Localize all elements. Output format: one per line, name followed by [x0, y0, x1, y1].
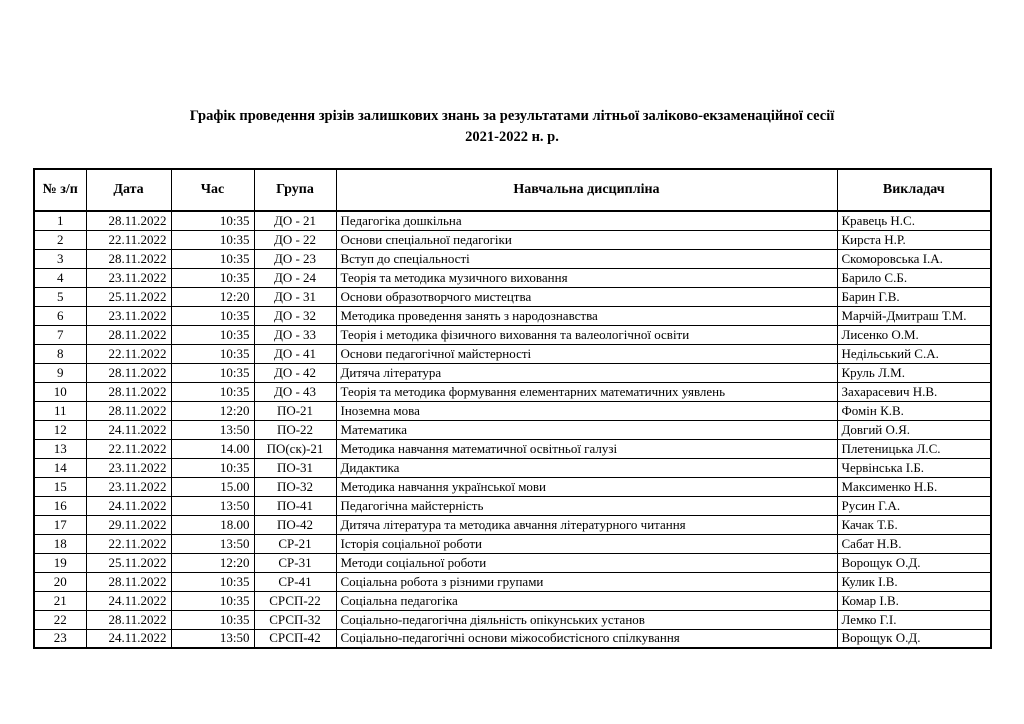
table-row: [34, 553, 991, 572]
cell-teacher: Качак Т.Б.: [837, 515, 991, 534]
table-row: [34, 420, 991, 439]
cell-time: 10:35: [171, 572, 254, 591]
cell-date: 22.11.2022: [86, 230, 171, 249]
cell-group: ПО-22: [254, 420, 336, 439]
cell-group: СР-31: [254, 553, 336, 572]
table-row: [34, 249, 991, 268]
table-body: [34, 211, 991, 648]
cell-number: 19: [34, 553, 86, 572]
cell-date: 23.11.2022: [86, 477, 171, 496]
table-row: [34, 306, 991, 325]
cell-group: СР-41: [254, 572, 336, 591]
cell-number: 1: [34, 211, 86, 230]
cell-discipline: Іноземна мова: [336, 401, 837, 420]
cell-number: 18: [34, 534, 86, 553]
table-row: [34, 572, 991, 591]
cell-time: 15.00: [171, 477, 254, 496]
cell-teacher: Барин Г.В.: [837, 287, 991, 306]
cell-teacher: Марчій-Дмитраш Т.М.: [837, 306, 991, 325]
cell-time: 12:20: [171, 553, 254, 572]
cell-group: СРСП-32: [254, 610, 336, 629]
cell-number: 8: [34, 344, 86, 363]
cell-discipline: Основи педагогічної майстерності: [336, 344, 837, 363]
cell-number: 15: [34, 477, 86, 496]
table-row: [34, 401, 991, 420]
cell-group: ПО-31: [254, 458, 336, 477]
cell-time: 10:35: [171, 268, 254, 287]
cell-date: 24.11.2022: [86, 420, 171, 439]
column-header-group: Група: [254, 169, 336, 211]
cell-teacher: Лисенко О.М.: [837, 325, 991, 344]
cell-time: 10:35: [171, 591, 254, 610]
cell-time: 13:50: [171, 496, 254, 515]
cell-teacher: Сабат Н.В.: [837, 534, 991, 553]
cell-group: ДО - 22: [254, 230, 336, 249]
cell-teacher: Комар І.В.: [837, 591, 991, 610]
cell-teacher: Ворощук О.Д.: [837, 629, 991, 648]
cell-group: ДО - 31: [254, 287, 336, 306]
cell-group: ПО-41: [254, 496, 336, 515]
cell-teacher: Скоморовська І.А.: [837, 249, 991, 268]
table-row: [34, 382, 991, 401]
cell-teacher: Фомін К.В.: [837, 401, 991, 420]
cell-group: ПО-42: [254, 515, 336, 534]
cell-discipline: Методика проведення занять з народознавства: [336, 306, 837, 325]
cell-discipline: Методи соціальної роботи: [336, 553, 837, 572]
cell-discipline: Педагогіка дошкільна: [336, 211, 837, 230]
cell-discipline: Соціальна робота з різними групами: [336, 572, 837, 591]
table-row: [34, 458, 991, 477]
cell-number: 13: [34, 439, 86, 458]
cell-time: 10:35: [171, 363, 254, 382]
table-row: [34, 287, 991, 306]
cell-group: ДО - 32: [254, 306, 336, 325]
cell-number: 17: [34, 515, 86, 534]
cell-date: 24.11.2022: [86, 629, 171, 648]
cell-date: 24.11.2022: [86, 591, 171, 610]
cell-teacher: Захарасевич Н.В.: [837, 382, 991, 401]
cell-number: 4: [34, 268, 86, 287]
cell-time: 18.00: [171, 515, 254, 534]
cell-date: 28.11.2022: [86, 610, 171, 629]
cell-discipline: Основи образотворчого мистецтва: [336, 287, 837, 306]
cell-date: 22.11.2022: [86, 344, 171, 363]
schedule-table: [33, 168, 992, 649]
cell-time: 13:50: [171, 420, 254, 439]
cell-date: 29.11.2022: [86, 515, 171, 534]
cell-teacher: Максименко Н.Б.: [837, 477, 991, 496]
column-header-discipline: Навчальна дисципліна: [336, 169, 837, 211]
cell-group: ДО - 33: [254, 325, 336, 344]
cell-time: 10:35: [171, 325, 254, 344]
cell-date: 23.11.2022: [86, 268, 171, 287]
cell-teacher: Русин Г.А.: [837, 496, 991, 515]
cell-teacher: Кирста Н.Р.: [837, 230, 991, 249]
table-row: [34, 610, 991, 629]
cell-group: ДО - 41: [254, 344, 336, 363]
cell-group: ПО-32: [254, 477, 336, 496]
cell-date: 23.11.2022: [86, 458, 171, 477]
cell-date: 28.11.2022: [86, 249, 171, 268]
cell-time: 10:35: [171, 249, 254, 268]
cell-group: ДО - 24: [254, 268, 336, 287]
cell-group: ДО - 23: [254, 249, 336, 268]
column-header-date: Дата: [86, 169, 171, 211]
table-row: [34, 211, 991, 230]
cell-date: 28.11.2022: [86, 572, 171, 591]
table-row: [34, 363, 991, 382]
cell-date: 28.11.2022: [86, 382, 171, 401]
cell-date: 22.11.2022: [86, 439, 171, 458]
cell-group: ПО(ск)-21: [254, 439, 336, 458]
cell-group: ДО - 42: [254, 363, 336, 382]
column-header-number: № з/п: [34, 169, 86, 211]
table-row: [34, 230, 991, 249]
cell-number: 9: [34, 363, 86, 382]
cell-teacher: Червінська І.Б.: [837, 458, 991, 477]
table-header-row: [34, 169, 991, 211]
cell-time: 10:35: [171, 230, 254, 249]
cell-time: 13:50: [171, 629, 254, 648]
cell-teacher: Недільський С.А.: [837, 344, 991, 363]
cell-discipline: Теорія і методика фізичного виховання та валеологічної освіти: [336, 325, 837, 344]
cell-number: 21: [34, 591, 86, 610]
cell-number: 12: [34, 420, 86, 439]
cell-discipline: Вступ до спеціальності: [336, 249, 837, 268]
table-row: [34, 344, 991, 363]
cell-group: СР-21: [254, 534, 336, 553]
cell-discipline: Теорія та методика формування елементарних математичних уявлень: [336, 382, 837, 401]
cell-number: 10: [34, 382, 86, 401]
cell-group: ДО - 43: [254, 382, 336, 401]
cell-time: 13:50: [171, 534, 254, 553]
cell-group: СРСП-42: [254, 629, 336, 648]
column-header-time: Час: [171, 169, 254, 211]
cell-time: 10:35: [171, 458, 254, 477]
cell-discipline: Математика: [336, 420, 837, 439]
table-row: [34, 534, 991, 553]
cell-number: 16: [34, 496, 86, 515]
cell-number: 7: [34, 325, 86, 344]
cell-time: 10:35: [171, 344, 254, 363]
cell-group: СРСП-22: [254, 591, 336, 610]
cell-teacher: Круль Л.М.: [837, 363, 991, 382]
cell-discipline: Дитяча література: [336, 363, 837, 382]
cell-discipline: Соціально-педагогічні основи міжособистісного спілкування: [336, 629, 837, 648]
document-title-line1: Графік проведення зрізів залишкових знань за результатами літньої заліково-екзаменаційної сесії: [189, 108, 835, 124]
cell-teacher: Барило С.Б.: [837, 268, 991, 287]
cell-time: 12:20: [171, 287, 254, 306]
cell-date: 28.11.2022: [86, 325, 171, 344]
table-row: [34, 439, 991, 458]
cell-date: 28.11.2022: [86, 401, 171, 420]
cell-time: 10:35: [171, 306, 254, 325]
document-title-line2: 2021-2022 н. р.: [465, 129, 559, 145]
cell-time: 10:35: [171, 382, 254, 401]
column-header-teacher: Викладач: [837, 169, 991, 211]
table-row: [34, 325, 991, 344]
cell-discipline: Основи спеціальної педагогіки: [336, 230, 837, 249]
table-row: [34, 477, 991, 496]
cell-group: ДО - 21: [254, 211, 336, 230]
cell-teacher: Лемко Г.І.: [837, 610, 991, 629]
cell-number: 20: [34, 572, 86, 591]
table-row: [34, 591, 991, 610]
cell-number: 3: [34, 249, 86, 268]
cell-discipline: Соціально-педагогічна діяльність опікунських установ: [336, 610, 837, 629]
cell-teacher: Кравець Н.С.: [837, 211, 991, 230]
cell-teacher: Кулик І.В.: [837, 572, 991, 591]
cell-number: 11: [34, 401, 86, 420]
cell-date: 28.11.2022: [86, 211, 171, 230]
table-row: [34, 268, 991, 287]
cell-date: 23.11.2022: [86, 306, 171, 325]
cell-number: 14: [34, 458, 86, 477]
table-row: [34, 629, 991, 648]
cell-time: 14.00: [171, 439, 254, 458]
cell-discipline: Дидактика: [336, 458, 837, 477]
cell-number: 23: [34, 629, 86, 648]
cell-teacher: Довгий О.Я.: [837, 420, 991, 439]
table-row: [34, 496, 991, 515]
cell-discipline: Історія соціальної роботи: [336, 534, 837, 553]
cell-discipline: Теорія та методика музичного виховання: [336, 268, 837, 287]
cell-discipline: Соціальна педагогіка: [336, 591, 837, 610]
cell-discipline: Методика навчання української мови: [336, 477, 837, 496]
cell-date: 25.11.2022: [86, 553, 171, 572]
cell-time: 10:35: [171, 211, 254, 230]
cell-time: 12:20: [171, 401, 254, 420]
cell-discipline: Педагогічна майстерність: [336, 496, 837, 515]
cell-date: 28.11.2022: [86, 363, 171, 382]
cell-discipline: Методика навчання математичної освітньої галузі: [336, 439, 837, 458]
table-row: [34, 515, 991, 534]
cell-time: 10:35: [171, 610, 254, 629]
cell-number: 5: [34, 287, 86, 306]
cell-number: 6: [34, 306, 86, 325]
document-title: [0, 106, 1024, 148]
cell-number: 22: [34, 610, 86, 629]
cell-date: 25.11.2022: [86, 287, 171, 306]
cell-number: 2: [34, 230, 86, 249]
cell-group: ПО-21: [254, 401, 336, 420]
cell-teacher: Плетеницька Л.С.: [837, 439, 991, 458]
cell-date: 24.11.2022: [86, 496, 171, 515]
cell-discipline: Дитяча література та методика авчання літературного читання: [336, 515, 837, 534]
cell-date: 22.11.2022: [86, 534, 171, 553]
cell-teacher: Ворощук О.Д.: [837, 553, 991, 572]
